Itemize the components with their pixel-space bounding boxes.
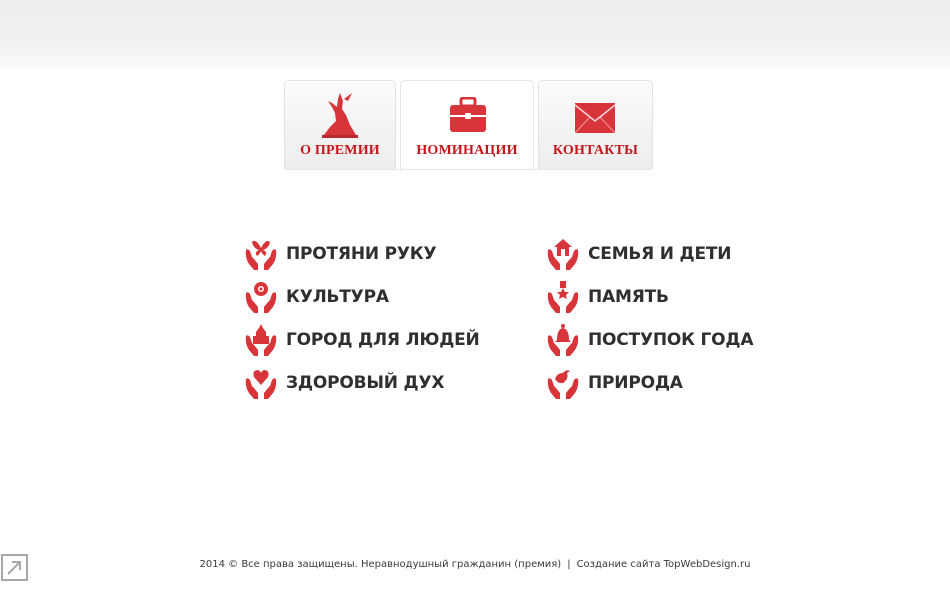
nomination-label: ПРИРОДА bbox=[588, 373, 683, 393]
hands-bird-icon bbox=[545, 365, 581, 401]
hands-house-icon bbox=[545, 236, 581, 272]
hands-bell-icon bbox=[545, 322, 581, 358]
monument-icon bbox=[318, 91, 362, 139]
footer-credit-link[interactable]: Создание сайта TopWebDesign.ru bbox=[576, 559, 751, 570]
briefcase-icon bbox=[449, 97, 487, 133]
hands-medal-icon bbox=[545, 279, 581, 315]
tab-nominations-label: НОМИНАЦИИ bbox=[416, 143, 518, 158]
nomination-label: ГОРОД ДЛЯ ЛЮДЕЙ bbox=[286, 330, 480, 350]
header-band bbox=[0, 0, 950, 68]
expand-corner-button[interactable] bbox=[1, 554, 28, 581]
tab-about[interactable] bbox=[284, 80, 396, 169]
nomination-label: ЗДОРОВЫЙ ДУХ bbox=[286, 373, 445, 393]
hands-butterfly-icon bbox=[243, 236, 279, 272]
hands-flower-icon bbox=[243, 279, 279, 315]
arrow-diagonal-icon bbox=[3, 556, 26, 579]
nomination-label: КУЛЬТУРА bbox=[286, 287, 389, 307]
tab-nominations[interactable] bbox=[400, 80, 534, 171]
footer bbox=[0, 559, 950, 570]
nomination-label: ПРОТЯНИ РУКУ bbox=[286, 244, 437, 264]
tab-about-label: О ПРЕМИИ bbox=[300, 143, 380, 158]
footer-separator: | bbox=[567, 559, 571, 570]
nomination-label: СЕМЬЯ И ДЕТИ bbox=[588, 244, 732, 264]
tab-divider bbox=[284, 169, 652, 170]
hands-heart-icon bbox=[243, 365, 279, 401]
footer-copyright: 2014 © Все права защищены. Неравнодушный гражданин (премия) bbox=[199, 559, 562, 570]
nomination-label: ПОСТУПОК ГОДА bbox=[588, 330, 754, 350]
envelope-icon bbox=[575, 103, 615, 133]
tab-contacts[interactable] bbox=[538, 80, 653, 169]
tab-contacts-label: КОНТАКТЫ bbox=[552, 143, 639, 158]
nomination-label: ПАМЯТЬ bbox=[588, 287, 669, 307]
hands-city-icon bbox=[243, 322, 279, 358]
